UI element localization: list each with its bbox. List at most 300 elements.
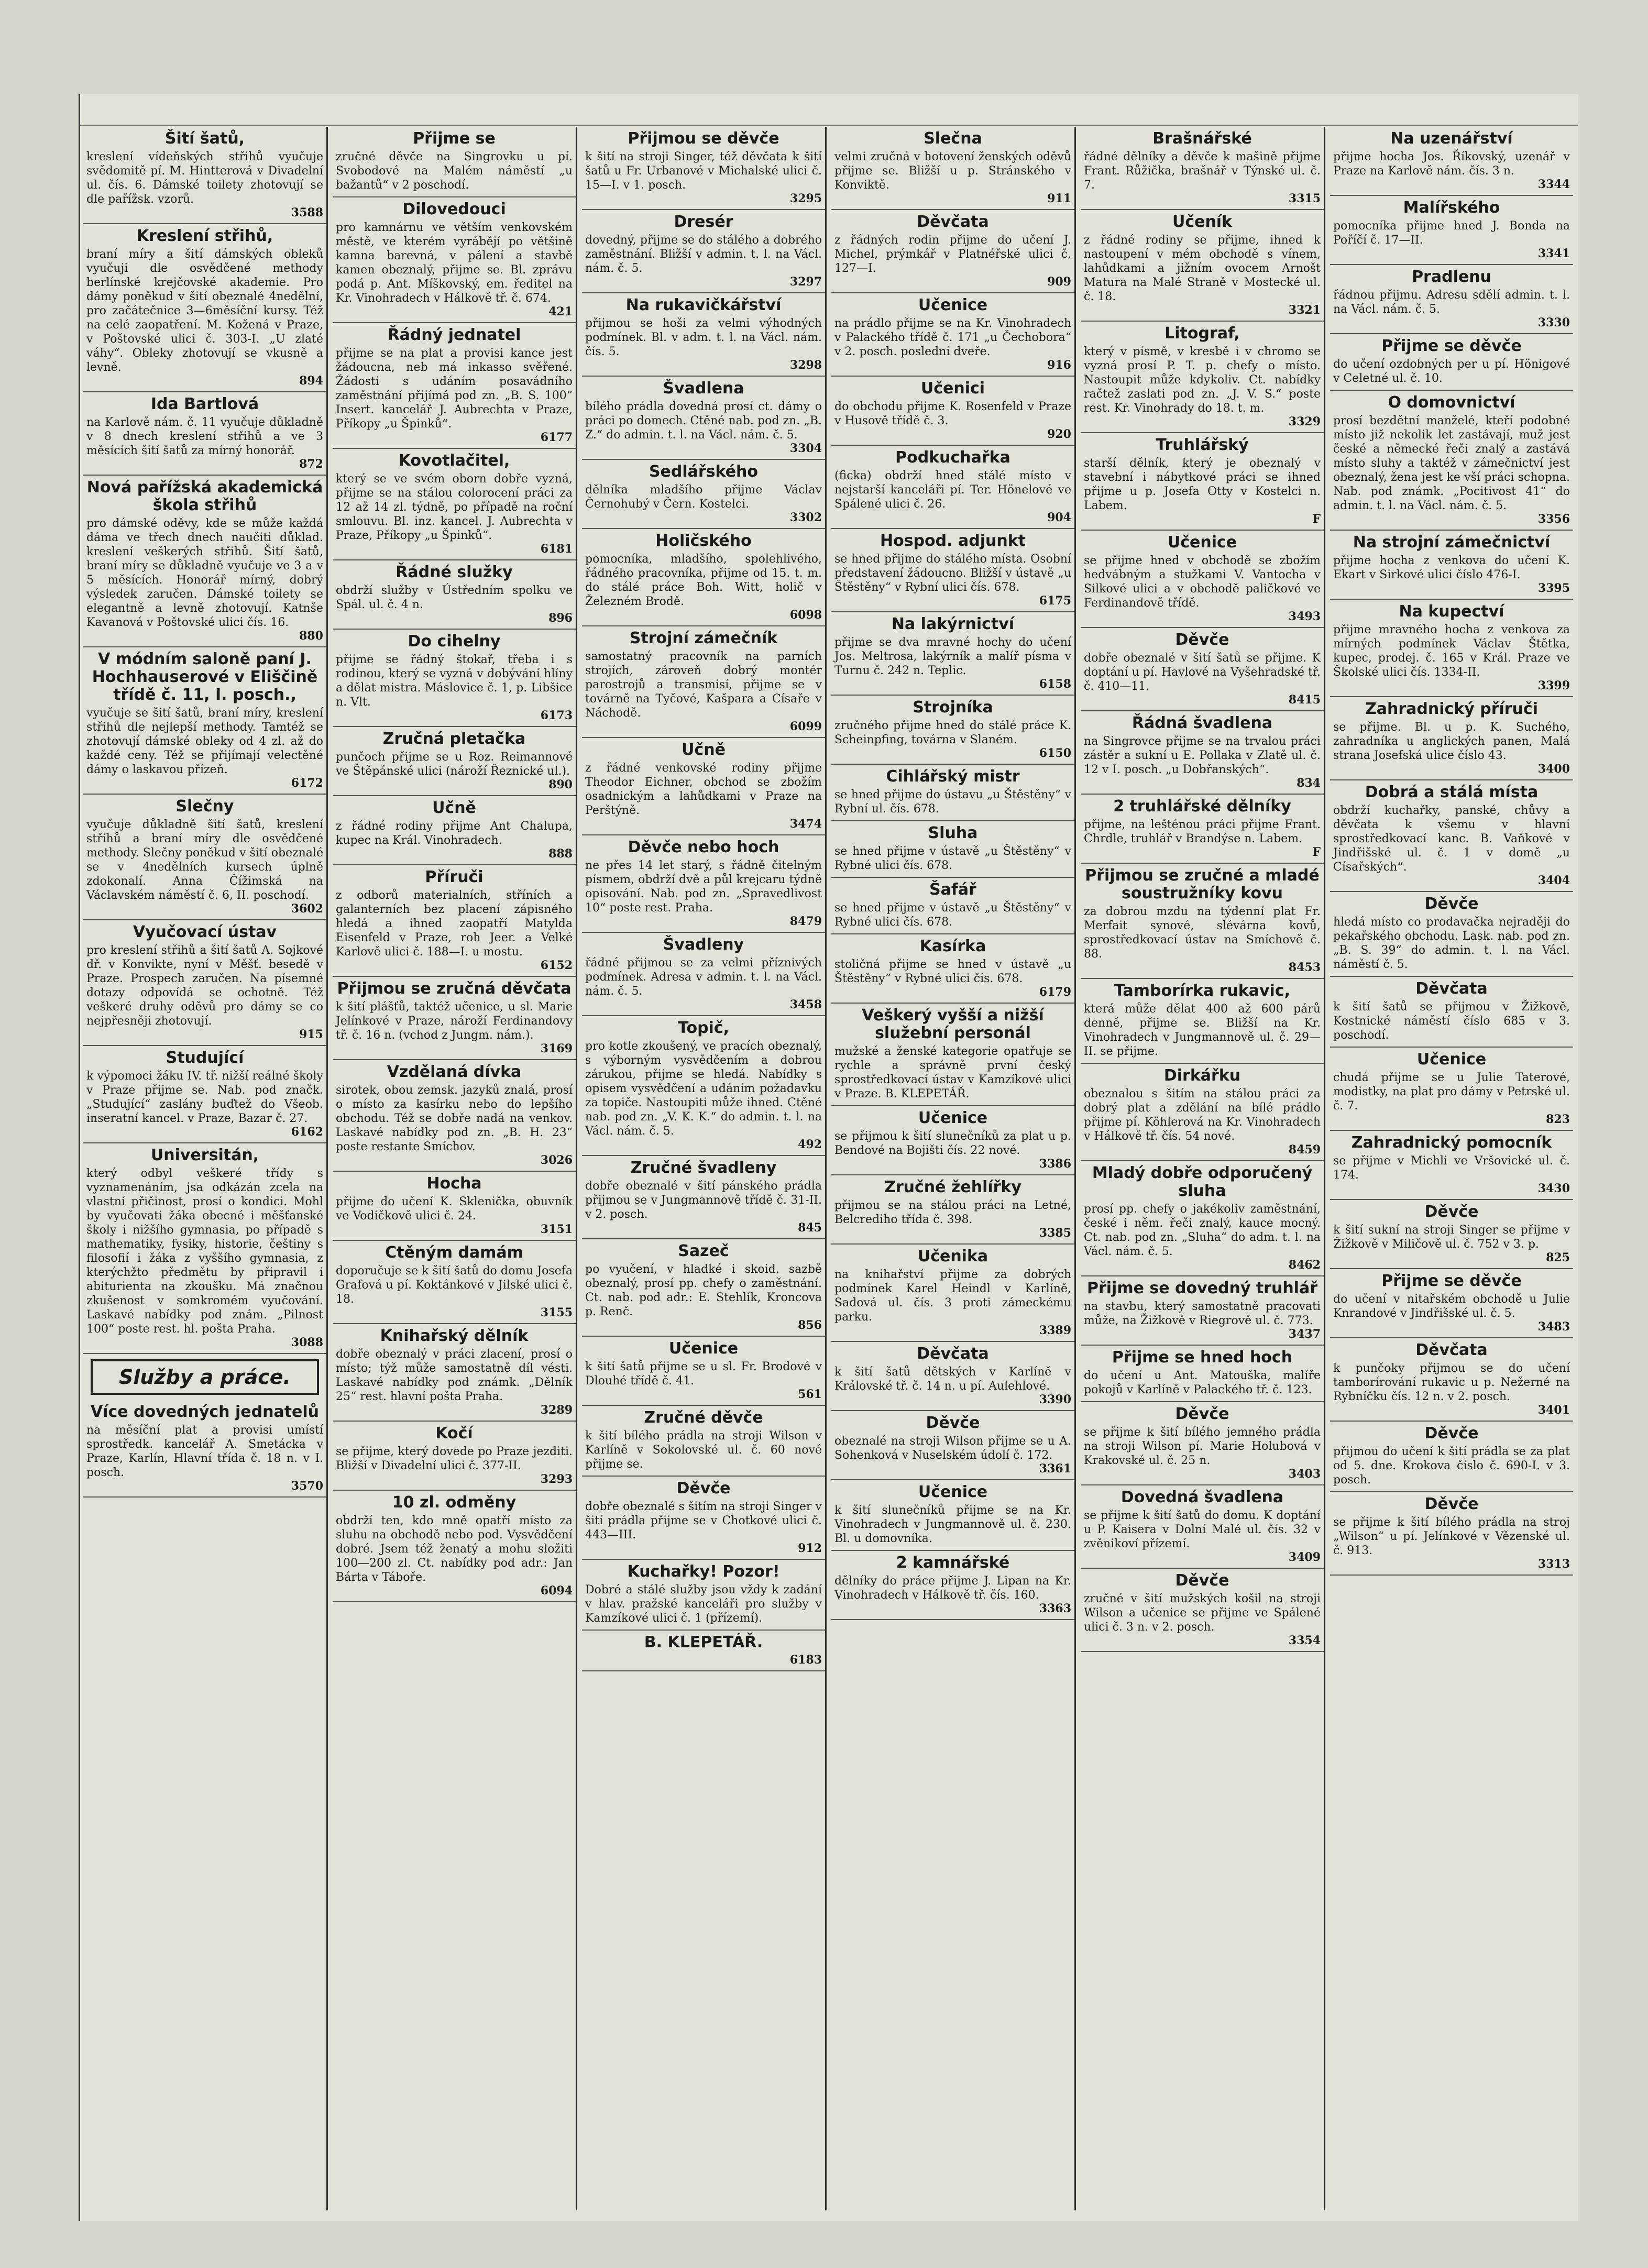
ad-title: Učenice <box>1416 1050 1487 1069</box>
ad-body: pro dámské oděvy, kde se může každá dáma ve třech dnech naučiti důklad. kreslení veškerých střihů. Šití šatů, braní míry se důkladně vyučuje ve 3 a v 5 měsících. Honorář mírný, dobrý výsledek zaručen. Dámské toilety se elegantně a levně zhotovují. Katnše Kavanová v Poštovské ulici čís. 16. <box>86 517 323 629</box>
ad-title: Na strojní zámečnictví <box>1353 533 1551 552</box>
classified-ad <box>831 821 1074 878</box>
ad-title: O domovnictví <box>1388 393 1515 412</box>
classified-ad <box>1081 322 1324 433</box>
classified-ad <box>1081 210 1324 322</box>
ad-title: Učenice <box>668 1339 739 1358</box>
ad-title: Děvčata <box>1415 979 1488 998</box>
classified-ad <box>582 738 825 835</box>
ad-title: Dilovedouci <box>402 200 506 218</box>
classified-ad <box>1081 1064 1324 1161</box>
ad-number: 3385 <box>1039 1226 1071 1240</box>
ad-title: Podkuchařka <box>895 448 1010 467</box>
ad-number: 845 <box>798 1221 822 1235</box>
ad-body: punčoch přijme se u Roz. Reimannové ve Štěpánské ulici (nároží Řeznické ul.). <box>336 751 573 778</box>
classified-ad <box>333 630 576 727</box>
ad-body: k šití šatů dětských v Karlíně v Královské tř. č. 14 n. u pí. Aulehlové. <box>834 1366 1071 1393</box>
ad-number: 492 <box>798 1138 822 1151</box>
ad-body: po vyučení, v hladké i skoid. sazbě obeznalý, prosí pp. chefy o zaměstnání. Ct. nab. pod adr.: E. Stehlík, Kroncova p. Renč. <box>585 1263 822 1318</box>
classified-ad <box>333 977 576 1060</box>
ad-column <box>1081 127 1325 2210</box>
ad-body: kreslení vídeňských střihů vyučuje svědomitě pí. M. Hintterová v Divadelní ul. čís. 6. Dámské toilety zhotovují se dle pařížsk. vzorů. <box>86 150 323 206</box>
ad-number: 6177 <box>540 431 573 444</box>
ad-title: Knihařský dělník <box>380 1327 529 1345</box>
ad-title: Malířského <box>1403 199 1500 217</box>
classified-ad <box>831 210 1074 293</box>
classified-ad <box>582 210 825 293</box>
ad-title: Děvče nebo hoch <box>628 838 779 856</box>
ad-body: z řádné venkovské rodiny přijme Theodor Eichner, obchod se zbožím osadnickým a lahůdkami v Praze na Perštýně. <box>585 762 822 817</box>
ad-body: z odborů materialních, stříních a galanterních bez placení zápisného hledá a ihned zaopatří Matylda Eisenfeld v Praze, roh Jeer. a Velké Karlově ulici č. 188—I. u mostu. <box>336 889 573 959</box>
ad-number: 3361 <box>1039 1462 1071 1476</box>
ad-number: 3389 <box>1039 1324 1071 1337</box>
classified-ad <box>333 727 576 796</box>
ad-body: dobře obeznalý v práci zlacení, prosí o místo; týž může samostatně díl vésti. Laskavé nabídky pod známk. „Dělník 25“ rest. hlavní pošta Praha. <box>336 1348 573 1403</box>
ad-title: B. KLEPETÁŘ. <box>644 1633 763 1652</box>
ad-title: Sazeč <box>678 1242 729 1260</box>
ad-body: se přijme k šití šatů do domu. K doptání u P. Kaisera v Dolní Malé ul. čís. 32 v zvěnikoví přízemí. <box>1084 1509 1321 1550</box>
ad-body: do učení v nitařském obchodě u Julie Knrandové v Jindřišské ul. č. 5. <box>1333 1293 1570 1320</box>
ad-body: přijmou se hoši za velmi výhodných podmínek. Bl. v adm. t. l. na Václ. nám. čís. 5. <box>585 317 822 358</box>
ad-number: F <box>1312 512 1321 526</box>
ad-body: přijme se dva mravné hochy do učení Jos. Meltrosa, lakýrník a malíř písma v Turnu č. 242 n. Teplic. <box>834 636 1071 677</box>
header-rule <box>80 125 1578 126</box>
ad-column <box>333 127 577 2210</box>
ad-body: se hned přijme do ústavu „u Štěstěny“ v Rybní ul. čís. 678. <box>834 788 1071 816</box>
ad-title: Strojníka <box>913 698 993 717</box>
ad-body: který odbyl veškeré třídy s vyznamenáním, jsa odkázán zcela na vlastní přičinost, prosí o kondici. Mohl by vyučovati žáka obecné i měšťanské školy i nižšího gymnasia, po případě s mathematiky, fysiky, historie, češtiny s filosofií i žáka z vyššího gymnasia, z kterýchžto předmětu by připravil i abiturienta na zkoušku. Má značnou zkušenost v somkromém vyučování. Laskavé nabídky pod znám. „Pilnost 100“ poste rest. hl. pošta Praha. <box>86 1167 323 1336</box>
classified-ad <box>1330 1492 1573 1576</box>
classified-ad <box>333 197 576 323</box>
ad-body: přijme hocha Jos. Říkovský, uzenář v Praze na Karlově nám. čís. 3 n. <box>1333 150 1570 178</box>
ad-body: do učení ozdobných per u pí. Hönigové v Celetné ul. č. 10. <box>1333 358 1570 385</box>
classified-ad <box>582 293 825 377</box>
classified-ad <box>831 1342 1074 1411</box>
ad-title: 2 truhlářské dělníky <box>1113 797 1291 816</box>
ad-body: z řádné rodiny přijme Ant Chalupa, kupec na Král. Vinohradech. <box>336 820 573 847</box>
ad-number: 6181 <box>540 542 573 556</box>
ad-body: prosí pp. chefy o jakékoliv zaměstnání, české i něm. řeči znalý, kauce mocný. Ct. nab. pod zn. „Sluha“ do adm. t. l. na Václ. nám. č. 5. <box>1084 1203 1321 1258</box>
ad-number: 856 <box>798 1318 822 1332</box>
ad-body: samostatný pracovník na parních strojích, zároveň dobrý montér parostrojů a transmisí, přijme se v továrně na Tyčové, Kašpara a Císaře v Náchodě. <box>585 650 822 720</box>
ad-number: 3602 <box>291 902 323 916</box>
classified-ad <box>1081 1276 1324 1346</box>
ad-number: 3354 <box>1288 1634 1321 1647</box>
classified-ad <box>1081 1402 1324 1485</box>
ad-column <box>831 127 1076 2210</box>
ad-body: k šití plášťů, taktéž učenice, u sl. Marie Jelínkové v Praze, nároží Ferdinandovy tř. č. 16 n. (vchod z Jungm. nám.). <box>336 1000 573 1042</box>
ad-title: Holičského <box>655 532 752 550</box>
classified-ad <box>582 835 825 933</box>
classified-ad <box>1081 531 1324 628</box>
ad-number: 3458 <box>789 998 822 1011</box>
ad-body: pro kreslení střihů a šití šatů A. Sojkové dř. v Konvikte, nyní v Měšť. besedě v Praze. Prospech zaručen. Na písemné dotazy odpovídá se ochotně. Též veškeré druhy oděvů pro dámy se co nejpřesněji zhotovují. <box>86 944 323 1028</box>
ad-title: Brašnářské <box>1152 129 1252 148</box>
ad-number: 3437 <box>1288 1327 1321 1341</box>
classified-ad <box>83 224 326 392</box>
classified-ad <box>582 529 825 626</box>
ad-body: (ficka) obdrží hned stálé místo v nejstarší kanceláři pí. Ter. Hönelové ve Spálené ulici č. 26. <box>834 469 1071 511</box>
classified-ad <box>582 1016 825 1156</box>
ad-title: Na uzenářství <box>1390 129 1513 148</box>
ad-body: mužské a ženské kategorie opatřuje se rychle a správně první český sprostředkovací ústav v Kamzíkové ulici v Praze. B. KLEPETÁŘ. <box>834 1045 1071 1100</box>
ad-title: Studující <box>166 1049 244 1067</box>
ad-number: 888 <box>548 847 573 861</box>
ad-title: Děvče <box>676 1479 731 1498</box>
classified-ad <box>1330 265 1573 334</box>
classified-ad <box>831 1175 1074 1245</box>
ad-number: 3155 <box>540 1306 573 1319</box>
ad-title: Kuchařky! Pozor! <box>627 1562 780 1581</box>
classified-ad <box>1330 1048 1573 1131</box>
ad-number: 3356 <box>1537 512 1570 526</box>
ad-body: k šití na stroji Singer, též děvčata k šití šatů u Fr. Urbanové v Michalské ulici č. 15—I. v 1. posch. <box>585 150 822 192</box>
ad-column <box>1330 127 1573 2210</box>
ad-body: pro kotle zkoušený, ve pracích obeznalý, s výborným vysvědčením a dobrou zárukou, přijme se hledá. Nabídky s opisem vysvědčení a udáním požadavku za topiče. Nastoupiti může ihned. Ctěné nab. pod zn. „V. K. K.“ do admin. t. l. na Václ. nám. č. 5. <box>585 1040 822 1138</box>
ad-number: 3493 <box>1288 610 1321 623</box>
ad-body: pro kamnárnu ve větším venkovském městě, ve kterém vyrábějí po většině kamna barevná, v pálení a stavbě kamen obeznalý, přijme se. Bl. zprávu podá p. Ant. Míškovský, em. ředitel na Kr. Vinohradech v Hálkově tř. č. 674. <box>336 221 573 305</box>
ad-number: 896 <box>548 611 573 625</box>
classified-ad <box>582 377 825 460</box>
ad-body: přijme hocha z venkova do učení K. Ekart v Sirkové ulici číslo 476-I. <box>1333 554 1570 581</box>
ad-title: Ctěným damám <box>385 1243 523 1262</box>
classified-ad <box>333 449 576 560</box>
ad-title: Truhlářský <box>1156 436 1249 454</box>
ad-body: dobře obeznalé v šití pánského prádla přijmou se v Jungmannově třídě č. 31-II. v 2. posch. <box>585 1180 822 1221</box>
ad-body: hledá místo co prodavačka nejraději do pekařského obchodu. Lask. nab. pod zn. „B. S. 39“ do admin. t. l. na Václ. náměstí č. 5. <box>1333 916 1570 971</box>
classified-ad <box>1330 600 1573 697</box>
ad-body: sirotek, obou zemsk. jazyků znalá, prosí o místo za kasírku nebo do lepšího obchodu. Též se dobře nadá na venkov. Laskavé nabídky pod zn. „B. H. 23“ poste restante Smíchov. <box>336 1084 573 1153</box>
ad-body: zručné děvče na Singrovku u pí. Svobodové na Malém náměstí „u bažantů“ v 2 poschodí. <box>336 150 573 192</box>
classified-ad <box>831 1551 1074 1620</box>
ad-body: chudá přijme se u Julie Taterové, modistky, na plat pro dámy v Petrské ul. č. 7. <box>1333 1071 1570 1113</box>
ad-title: Učenice <box>918 1483 988 1501</box>
ad-body: obeznalé na stroji Wilson přijme se u A. Sohenková v Nuselském údolí č. 172. <box>834 1435 1071 1462</box>
ad-title: Slečny <box>175 797 234 816</box>
ad-title: Mladý dobře odporučený sluha <box>1092 1164 1313 1200</box>
ad-number: 8453 <box>1288 961 1321 974</box>
ad-number: 825 <box>1546 1251 1570 1264</box>
ad-body: dobře obeznalé v šití šatů se přijme. K doptání u pí. Havlové na Vyšehradské tř. č. 410—11. <box>1084 652 1321 693</box>
ad-title: Litograf, <box>1164 324 1240 343</box>
ad-title: Přijme se děvče <box>1381 1272 1522 1290</box>
ad-title: Vyučovací ústav <box>133 923 277 941</box>
ad-body: obdrží kuchařky, panské, chůvy a děvčata k všemu v hlavní sprostředkovací kanc. B. Vaňkové v Jindřišské ul. č. 1 v domě „u Císařských“. <box>1333 804 1570 874</box>
ad-number: 8479 <box>789 915 822 928</box>
ad-number: 3295 <box>789 192 822 205</box>
classified-ad <box>831 696 1074 765</box>
classified-ad <box>831 1106 1074 1175</box>
ad-number: 8462 <box>1288 1258 1321 1272</box>
ad-number: 3390 <box>1039 1393 1071 1406</box>
classified-ad <box>831 1411 1074 1480</box>
ad-title: Více dovedných jednatelů <box>90 1403 320 1421</box>
classified-ad <box>582 1477 825 1560</box>
ad-title: Zahradnický příruči <box>1365 700 1538 718</box>
ad-title: Sedlářského <box>649 463 759 481</box>
ad-number: 3293 <box>540 1472 573 1486</box>
ad-title: 2 kamnářské <box>896 1554 1010 1572</box>
ad-number: 3570 <box>291 1479 323 1493</box>
ad-title: Sluha <box>928 824 978 842</box>
ad-body: do obchodu přijme K. Rosenfeld v Praze v Husově třídě č. 3. <box>834 400 1071 427</box>
ad-number: 3304 <box>789 442 822 455</box>
ad-number: 3297 <box>789 275 822 289</box>
ad-title: Děvče <box>1175 1405 1229 1423</box>
ad-title: Učenice <box>918 296 988 314</box>
classified-ad <box>582 933 825 1016</box>
ad-number: 3315 <box>1288 192 1321 205</box>
ad-number: 3401 <box>1537 1403 1570 1417</box>
ad-title: Ida Bartlová <box>150 395 259 413</box>
classified-ad <box>333 560 576 630</box>
classified-ad <box>1330 1131 1573 1200</box>
ad-body: se přijmou k šití slunečníků za plat u p. Bendové na Bojišti čís. 22 nové. <box>834 1130 1071 1157</box>
classified-ad <box>1330 1422 1573 1492</box>
ad-body: k šití slunečníků přijme se na Kr. Vinohradech v Jungmannově ul. č. 230. Bl. u domovníka. <box>834 1504 1071 1545</box>
ad-title: Přijmou se děvče <box>628 129 779 148</box>
ad-title: Tamborírka rukavic, <box>1114 982 1291 1000</box>
ad-number: 3289 <box>540 1403 573 1417</box>
ad-body: z řádné rodiny se přijme, ihned k nastoupení v mém obchodě s vínem, lahůdkami a jižním ovocem Arnošt Matura na Malé Straně v Mostecké ul. č. 18. <box>1084 234 1321 303</box>
classified-ad <box>831 1480 1074 1551</box>
classified-ad <box>582 1337 825 1406</box>
ad-body: se přijme k šití bílého prádla na stroj „Wilson“ u pí. Jelínkové v Vězenské ul. č. 913. <box>1333 1516 1570 1557</box>
ad-title: Kovotlačitel, <box>398 452 510 470</box>
ad-body: starší dělník, který je obeznalý v stavební i nábytkové práci se ihned přijme u p. Josefa Otty v Kostelci n. Labem. <box>1084 457 1321 512</box>
ad-title: Zručné žehlířky <box>884 1178 1021 1196</box>
ad-body: na Singrovce přijme se na trvalou práci zástěr a sukní u E. Pollaka v Zlatě ul. č. 12 v I. posch. „u Dobřanských“. <box>1084 735 1321 776</box>
ad-title: Hospod. adjunkt <box>880 532 1026 550</box>
classified-ad <box>1081 1569 1324 1652</box>
ad-number: 3344 <box>1537 178 1570 191</box>
classified-ad <box>831 127 1074 210</box>
ad-number: 6094 <box>540 1584 573 1598</box>
classified-ad <box>1330 334 1573 391</box>
ad-title: Zručná pletačka <box>382 730 526 748</box>
ad-body: přijmou do učení k šití prádla se za plat od 5. dne. Krokova číslo č. 690-I. v 3. posch. <box>1333 1445 1570 1487</box>
classified-ad <box>831 1245 1074 1342</box>
ad-number: 6183 <box>789 1653 822 1667</box>
ad-number: 3474 <box>789 817 822 831</box>
ad-body: k šití šatů přijme se u sl. Fr. Brodové v Dlouhé třídě č. 41. <box>585 1360 822 1388</box>
classified-ad <box>83 647 326 795</box>
ad-number: 8415 <box>1288 693 1321 707</box>
ad-number: 3409 <box>1288 1550 1321 1564</box>
classified-ad <box>1330 780 1573 892</box>
ad-title: Zručné švadleny <box>630 1159 777 1177</box>
section-box-title: Služby a práce. <box>91 1359 319 1395</box>
ad-body: obeznalou s šitím na stálou práci za dobrý plat a zdělání na bílé prádlo přijme pí. Köhlerová na Kr. Vinohradech v Hálkově tř. čís. 54 nové. <box>1084 1087 1321 1143</box>
ad-number: 3341 <box>1537 247 1570 260</box>
ad-number: 894 <box>299 374 323 388</box>
classified-ad <box>83 1143 326 1354</box>
ad-title: V módním saloně paní J. Hochhauserové v Eliščině třídě č. 11, I. posch., <box>92 650 318 704</box>
ad-body: se hned přijme v ústavě „u Štěstěny“ v Rybné ulici čís. 678. <box>834 845 1071 872</box>
ad-body: vyučuje se šití šatů, braní míry, kreslení střihů dle nejlepší methody. Tamtéž se zhotovují dámské obleky od 4 zl. až do každé ceny. Též se přijímají velectěné dámy o laskavou přízeň. <box>86 707 323 776</box>
ad-number: 3151 <box>540 1223 573 1236</box>
classified-ad <box>333 1324 576 1422</box>
ad-body: k výpomoci žáku IV. tř. nižší reálné školy v Praze přijme se. Nab. pod značk. „Studující“ zaslány buďtež do Všeob. inseratní kancel. v Praze, Bazar č. 27. <box>86 1070 323 1125</box>
ad-title: Dobrá a stálá místa <box>1365 783 1539 801</box>
ad-number: 915 <box>299 1028 323 1041</box>
classified-ad <box>831 377 1074 446</box>
ad-body: na Karlově nám. č. 11 vyučuje důkladně v 8 dnech kreslení střihů a ve 3 měsících šití šatů za mírný honorář. <box>86 416 323 457</box>
classified-ad <box>333 1422 576 1491</box>
ad-body: vyučuje důkladně šití šatů, kreslení střihů a braní míry dle osvědčené methody. Slečny poněkud v šití obeznalé se v 4nedělních kursech úplně zdokonalí. Anna Čížimská na Václavském náměstí č. 6, II. poschodí. <box>86 818 323 902</box>
classified-ad <box>831 529 1074 612</box>
ad-title: Kasírka <box>919 937 986 955</box>
classified-ad <box>333 796 576 865</box>
ad-number: F <box>1312 845 1321 859</box>
ad-title: Přijmou se zručné a mladé soustružníky kovu <box>1085 866 1320 902</box>
classified-ad <box>1330 1269 1573 1338</box>
ad-body: zručného přijme hned do stálé práce K. Scheinpfing, továrna v Slaném. <box>834 719 1071 746</box>
ad-body: dělníka mladšího přijme Václav Černohubý v Čern. Kostelci. <box>585 483 822 511</box>
ad-body: řádné přijmou se za velmi příznivých podmínek. Adresa v admin. t. l. na Václ. nám. č. 5. <box>585 956 822 998</box>
ad-number: 6152 <box>540 959 573 972</box>
ad-title: Přijmou se zručná děvčata <box>337 979 572 998</box>
ad-body: se přijme k šití bílého jemného prádla na stroji Wilson pí. Marie Holubová v Krakovské ul. č. 25 n. <box>1084 1426 1321 1467</box>
ad-body: prosí bezdětní manželé, kteří podobné místo již nekolik let zastávají, muž jest české a německé řeči znalý a zastává místo sluhy a taktéž v zámečnictví jest obeznalý, žena jest ke vší práci schopna. Nab. pod známk. „Pocitivost 41“ do admin. t. l. na Václ. nám. č. 5. <box>1333 414 1570 512</box>
classified-ad <box>1330 1200 1573 1269</box>
ad-title: Příruči <box>425 868 484 886</box>
ad-number: 3026 <box>540 1153 573 1167</box>
classified-ad <box>831 446 1074 529</box>
classified-ad <box>1330 977 1573 1048</box>
classified-ad <box>831 878 1074 934</box>
ad-title: Dirkářku <box>1163 1066 1241 1085</box>
ad-title: Řádný jednatel <box>387 326 521 344</box>
ad-title: Švadlena <box>663 379 744 398</box>
classified-ad <box>1330 1338 1573 1422</box>
ad-number: 6175 <box>1039 594 1071 608</box>
ad-title: Na rukavičkářství <box>625 296 782 314</box>
ad-number: 3088 <box>291 1336 323 1349</box>
ad-title: Zahradnický pomocník <box>1351 1133 1552 1152</box>
ad-body: braní míry a šití dámských obleků vyučuji dle osvědčené methody berlínské krejčovské akademie. Pro dámy poněkud v šití obeznalé 4nedělní, pro začátečnice 3—6měsíční kursy. Též na celé zaopatření. M. Kožená v Praze, v Poštovské ulici č. 303-I. „U zlaté váhy“. Obleky zhotovují se vkusně a levně. <box>86 248 323 374</box>
classified-ad <box>582 1239 825 1337</box>
ad-number: 3363 <box>1039 1602 1071 1615</box>
ad-title: Hocha <box>426 1174 482 1193</box>
ad-title: Děvče <box>1424 1424 1479 1443</box>
classified-ad <box>333 127 576 197</box>
ad-title: Děvče <box>1424 895 1479 913</box>
ad-title: Strojní zámečník <box>629 629 778 647</box>
classified-ad <box>1081 864 1324 979</box>
ad-body: na měsíční plat a provisi umístí sprostředk. kancelář A. Smetácka v Praze, Karlín, Hlavní třída č. 18 n. v I. posch. <box>86 1424 323 1479</box>
classified-ad <box>333 1241 576 1324</box>
ad-body: na stavbu, který samostatně pracovati může, na Žižkově v Riegrově ul. č. 773. <box>1084 1300 1321 1327</box>
ad-body: obdrží ten, kdo mně opatří místo za sluhu na obchodě nebo pod. Vysvědčení dobré. Jsem též ženatý a mohu složiti 100—200 zl. Ct. nabídky pod adr.: Jan Bárta v Táboře. <box>336 1514 573 1584</box>
ad-title: Děvčata <box>917 213 989 231</box>
ad-body: řádné dělníky a děvče k mašině přijme Frant. Růžička, brašnář v Týnské ul. č. 7. <box>1084 150 1321 192</box>
ad-number: 3169 <box>540 1042 573 1055</box>
ad-number: 916 <box>1047 358 1071 372</box>
ad-title: Učenika <box>917 1247 988 1265</box>
classified-ad <box>83 392 326 476</box>
ad-number: 880 <box>299 629 323 643</box>
ad-body: na prádlo přijme se na Kr. Vinohradech v Palackého třídě č. 171 „u Čechobora“ v 2. posch. poslední dveře. <box>834 317 1071 358</box>
classified-ad <box>831 765 1074 821</box>
classified-ad <box>1081 628 1324 711</box>
ad-body: přijme do učení K. Sklenička, obuvník ve Vodičkově ulici č. 24. <box>336 1195 573 1223</box>
ad-title: Universitán, <box>150 1146 259 1164</box>
ad-number: 3430 <box>1537 1182 1570 1195</box>
classified-ad <box>1081 1161 1324 1276</box>
ad-body: do učení u Ant. Matouška, malíře pokojů v Karlíně v Palackého tř. č. 123. <box>1084 1369 1321 1396</box>
classified-ad <box>582 1560 825 1631</box>
ad-title: Děvče <box>1175 1571 1229 1590</box>
ad-title: Učně <box>432 799 476 817</box>
ad-number: 6158 <box>1039 677 1071 691</box>
ad-number: 3313 <box>1537 1557 1570 1571</box>
ad-body: obdrží služby v Ústředním spolku ve Spál. ul. č. 4 n. <box>336 584 573 611</box>
ad-title: Přijme se hned hoch <box>1112 1348 1293 1367</box>
classified-ad <box>333 323 576 449</box>
ad-number: 561 <box>798 1388 822 1401</box>
ad-body: přijme se řádný štokař, třeba i s rodinou, který se vyzná v dobývání hlíny a dělat mistra. Máslovice č. 1, p. Libšice n. Vlt. <box>336 653 573 709</box>
ad-title: Kreslení střihů, <box>136 227 273 245</box>
ad-number: 3395 <box>1537 581 1570 595</box>
ad-title: Šafář <box>929 880 976 899</box>
classified-ad <box>831 934 1074 1004</box>
classified-ad <box>831 612 1074 696</box>
ad-body: Dobré a stálé služby jsou vždy k zadání v hlav. pražské kanceláři pro služby v Kamzíkové ulici č. 1 (přízemí). <box>585 1583 822 1625</box>
ad-title: Pradlenu <box>1412 268 1491 286</box>
ad-number: 3404 <box>1537 874 1570 887</box>
ad-number: 920 <box>1047 427 1071 441</box>
ad-number: 823 <box>1546 1113 1570 1126</box>
ad-body: která může dělat 400 až 600 párů denně, přijme se. Bližší na Kr. Vinohradech v Jungmannově ul. č. 29—II. se přijme. <box>1084 1003 1321 1058</box>
classified-ad <box>83 476 326 647</box>
ad-title: Děvče <box>1175 631 1229 649</box>
classified-ad <box>1330 196 1573 265</box>
classified-ad <box>1081 1346 1324 1402</box>
ad-body: se přijme v Michli ve Vršovické ul. č. 174. <box>1333 1154 1570 1182</box>
classified-ad <box>333 865 576 977</box>
classified-ad <box>831 293 1074 377</box>
ad-number: 890 <box>548 778 573 791</box>
ad-body: přijme se na plat a provisi kance jest žádoucna, neb má inkasso svěřené. Žádosti s udáním posavádního zaměstnání přijímá pod zn. „B. S. 100“ Insert. kancelář J. Aubrechta v Praze, Příkopy „u Špinků“. <box>336 347 573 431</box>
ad-number: 912 <box>798 1542 822 1555</box>
ad-number: 3386 <box>1039 1157 1071 1171</box>
ad-title: Slečna <box>924 129 982 148</box>
ad-title: Učenice <box>1167 533 1237 552</box>
classified-ad <box>333 1172 576 1241</box>
ad-body: k šití šatů se přijmou v Žižkově, Kostnické náměstí číslo 685 v 3. poschodí. <box>1333 1000 1570 1042</box>
ad-body: přijme mravného hocha z venkova za mírných podmínek Václav Štětka, kupec, prodej. č. 165 v Král. Praze ve Školské ulici čís. 1334-II. <box>1333 623 1570 679</box>
classified-ad <box>83 1400 326 1498</box>
ad-column <box>582 127 827 2210</box>
classified-ad <box>1081 127 1324 210</box>
ad-body: zručné v šití mužských košil na stroji Wilson a učenice se přijme ve Spálené ulici č. 3 n. v 2. posch. <box>1084 1592 1321 1634</box>
ad-title: Řádná švadlena <box>1131 714 1273 732</box>
classified-ad <box>1330 531 1573 600</box>
ad-number: 3321 <box>1288 303 1321 317</box>
ad-title: Do cihelny <box>408 632 501 651</box>
ad-body: velmi zručná v hotovení ženských oděvů přijme se. Bližší u p. Stránského v Konviktě. <box>834 150 1071 192</box>
ad-column <box>83 127 328 2210</box>
ad-body: bílého prádla dovedná prosí ct. dámy o práci po domech. Ctěné nab. pod zn. „B. Z.“ do admin. t. l. na Václ. nám. č. 5. <box>585 400 822 442</box>
ad-number: 3298 <box>789 358 822 372</box>
ad-body: řádnou přijmu. Adresu sdělí admin. t. l. na Václ. nám. č. 5. <box>1333 289 1570 316</box>
classified-ad <box>582 1631 825 1671</box>
ad-title: Zručné děvče <box>644 1408 763 1427</box>
ad-title: Učenici <box>920 379 985 398</box>
classified-ad <box>1081 1485 1324 1569</box>
ad-title: Na kupectví <box>1399 602 1504 621</box>
